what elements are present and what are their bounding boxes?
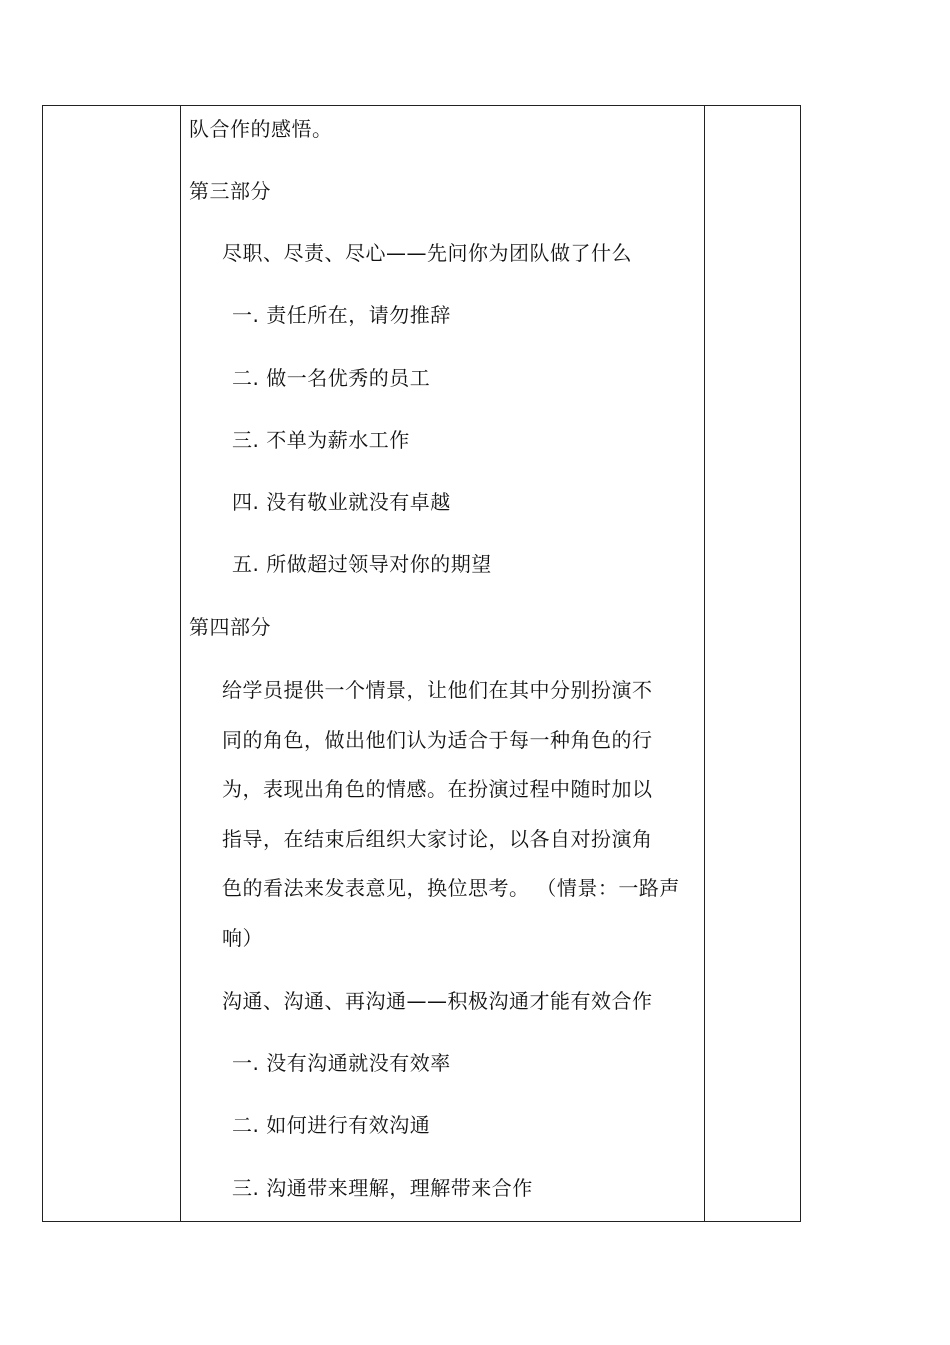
list-item: 二. 如何进行有效沟通 bbox=[232, 1113, 431, 1137]
section-subtitle: 尽职、尽责、尽心——先问你为团队做了什么 bbox=[222, 241, 632, 265]
list-item: 五. 所做超过领导对你的期望 bbox=[232, 552, 492, 576]
list-item: 一. 没有沟通就没有效率 bbox=[232, 1051, 451, 1075]
paragraph-line: 为，表现出角色的情感。在扮演过程中随时加以 bbox=[222, 777, 653, 801]
paragraph-line: 指导，在结束后组织大家讨论，以各自对扮演角 bbox=[222, 827, 653, 851]
list-item: 三. 沟通带来理解，理解带来合作 bbox=[232, 1176, 533, 1200]
list-item: 三. 不单为薪水工作 bbox=[232, 428, 410, 452]
list-item: 二. 做一名优秀的员工 bbox=[232, 366, 431, 390]
section-heading-part4: 第四部分 bbox=[189, 615, 271, 639]
paragraph-line: 色的看法来发表意见，换位思考。 （情景：一路声 bbox=[222, 876, 680, 900]
section-heading-part3: 第三部分 bbox=[189, 179, 271, 203]
text-line: 队合作的感悟。 bbox=[189, 117, 333, 141]
section-subtitle: 沟通、沟通、再沟通——积极沟通才能有效合作 bbox=[222, 989, 653, 1013]
column-divider-left bbox=[180, 106, 181, 1221]
list-item: 一. 责任所在，请勿推辞 bbox=[232, 303, 451, 327]
list-item: 四. 没有敬业就没有卓越 bbox=[232, 490, 451, 514]
paragraph-line: 响） bbox=[222, 926, 263, 950]
paragraph-line: 给学员提供一个情景，让他们在其中分别扮演不 bbox=[222, 678, 653, 702]
paragraph-line: 同的角色，做出他们认为适合于每一种角色的行 bbox=[222, 728, 653, 752]
column-divider-right bbox=[704, 106, 705, 1221]
